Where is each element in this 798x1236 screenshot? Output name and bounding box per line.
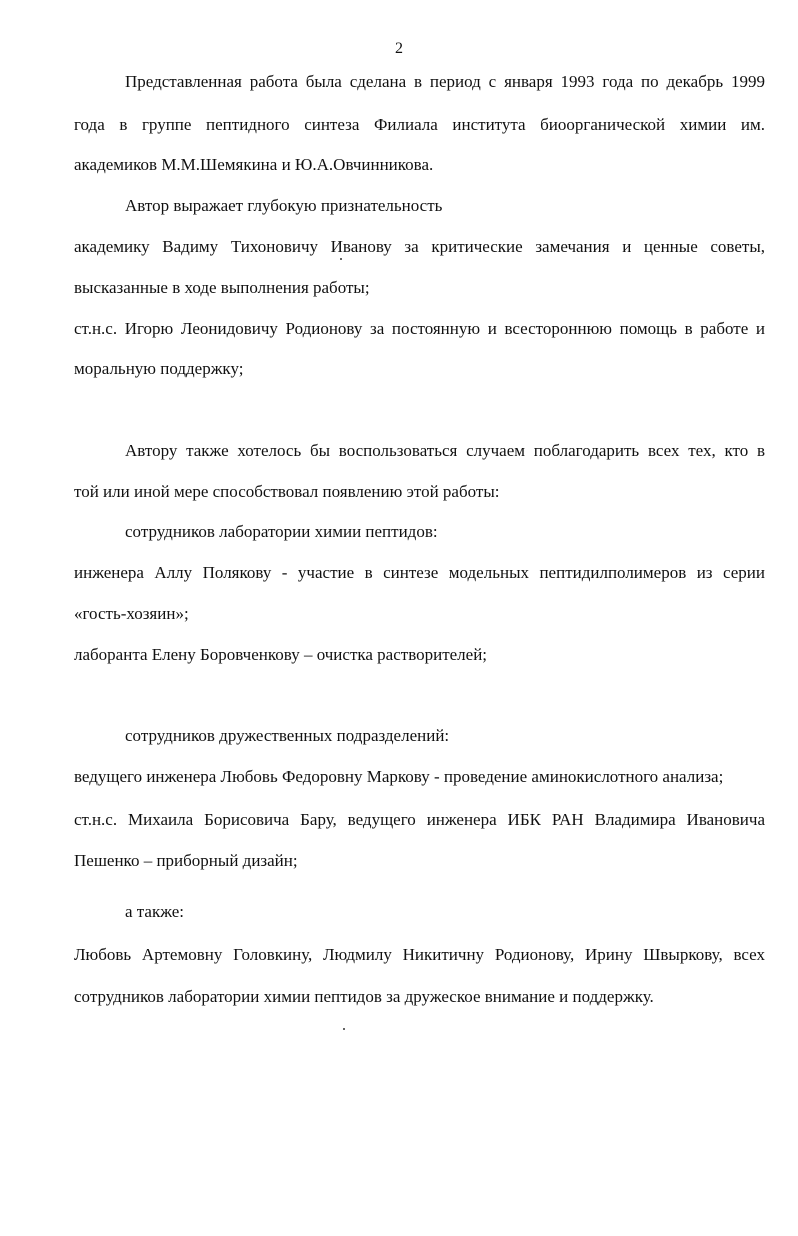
text-line: ст.н.с. Михаила Борисовича Бару, ведущего инженера ИБК РАН Владимира Ивановича [74, 810, 765, 829]
text-line: Автор выражает глубокую признательность [125, 196, 443, 215]
text-line: Пешенко – приборный дизайн; [74, 851, 298, 870]
text-line: той или иной мере способствовал появлению этой работы: [74, 482, 500, 501]
scan-speck [343, 1028, 345, 1030]
text-line: академиков М.М.Шемякина и Ю.А.Овчинникова. [74, 155, 434, 174]
text-line: моральную поддержку; [74, 359, 244, 378]
text-line: инженера Аллу Полякову - участие в синтезе модельных пептидилполимеров из серии [74, 563, 765, 582]
text-line: Представленная работа была сделана в период с января 1993 года по декабрь 1999 [125, 72, 765, 91]
text-line: ст.н.с. Игорю Леонидовичу Родионову за постоянную и всестороннюю помощь в работе и [74, 319, 765, 338]
text-line: высказанные в ходе выполнения работы; [74, 278, 370, 297]
page-number: 2 [395, 40, 403, 57]
text-line: сотрудников лаборатории химии пептидов за дружеское внимание и поддержку. [74, 987, 654, 1006]
text-line: ведущего инженера Любовь Федоровну Маркову - проведение аминокислотного анализа; [74, 767, 724, 786]
text-line: года в группе пептидного синтеза Филиала института биоорганической химии им. [74, 115, 765, 134]
scan-speck [340, 258, 342, 260]
text-line: лаборанта Елену Боровченкову – очистка растворителей; [74, 645, 488, 664]
text-line: академику Вадиму Тихоновичу Иванову за критические замечания и ценные советы, [74, 237, 765, 256]
text-line: сотрудников лаборатории химии пептидов: [125, 522, 438, 541]
text-line: сотрудников дружественных подразделений: [125, 726, 450, 745]
text-line: Любовь Артемовну Головкину, Людмилу Никитичну Родионову, Ирину Швыркову, всех [74, 945, 765, 964]
text-line: «гость-хозяин»; [74, 604, 189, 623]
text-line: Автору также хотелось бы воспользоваться случаем поблагодарить всех тех, кто в [125, 441, 765, 460]
text-line: а также: [125, 902, 185, 921]
